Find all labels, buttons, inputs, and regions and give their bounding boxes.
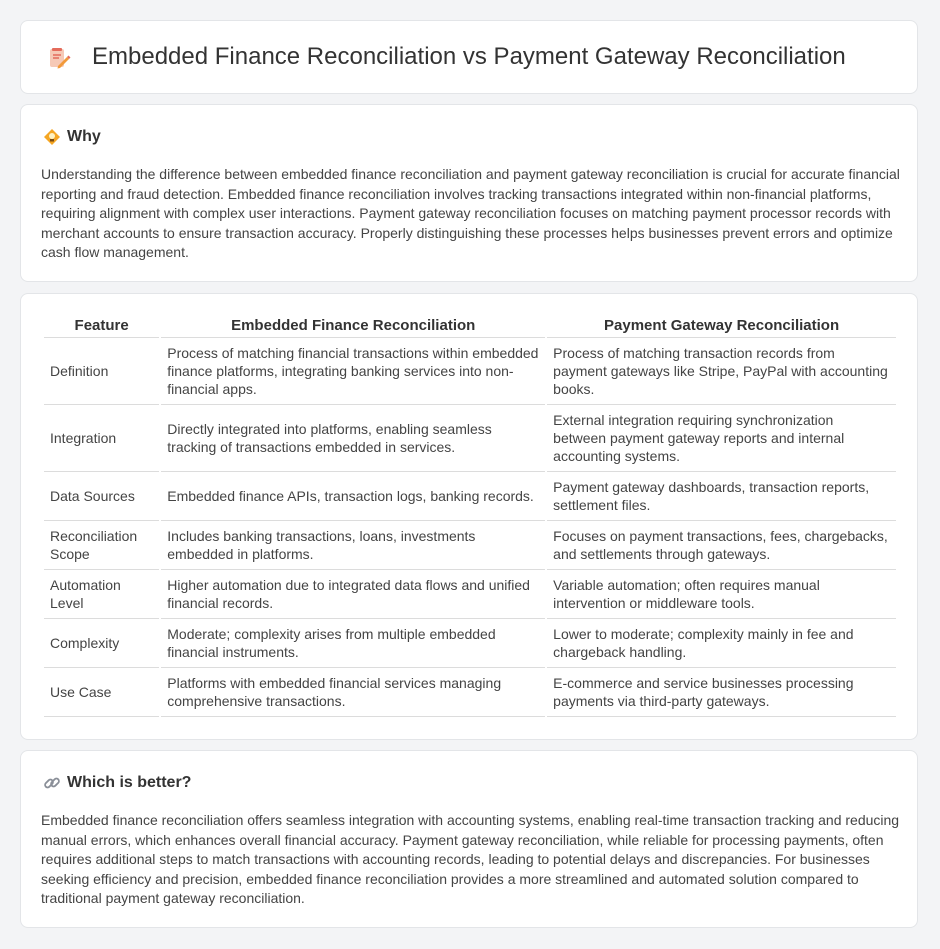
- table-row: [44, 619, 896, 668]
- feature-cell: Definition: [44, 338, 159, 405]
- comparison-table: [42, 315, 898, 717]
- feature-cell: Data Sources: [44, 472, 159, 521]
- header-embedded: Embedded Finance Reconciliation: [161, 315, 545, 338]
- embedded-cell: Moderate; complexity arises from multiple embedded financial instruments.: [161, 619, 545, 668]
- gateway-cell: Lower to moderate; complexity mainly in fee and chargeback handling.: [547, 619, 896, 668]
- embedded-cell: Embedded finance APIs, transaction logs, banking records.: [161, 472, 545, 521]
- gateway-cell: Variable automation; often requires manual intervention or middleware tools.: [547, 570, 896, 619]
- gateway-cell: External integration requiring synchronization between payment gateway reports and internal accounting systems.: [547, 405, 896, 472]
- feature-cell: Integration: [44, 405, 159, 472]
- gateway-cell: Focuses on payment transactions, fees, chargebacks, and settlements through gateways.: [547, 521, 896, 570]
- why-section: [20, 104, 918, 282]
- better-paragraph: Embedded finance reconciliation offers seamless integration with accounting systems, enabling real-time transaction tracking and reducing manual errors, which enhances overall financial accuracy. Payment gateway reconciliation, while reliable for processing payments, often requires additional steps to match transactions with accounting records, leading to potential delays and discrepancies. For businesses seeking efficiency and precision, embedded finance reconciliation provides a more streamlined and automated solution compared to traditional payment gateway reconciliation.: [41, 812, 900, 907]
- document-pencil-icon: [47, 46, 71, 70]
- feature-cell: Complexity: [44, 619, 159, 668]
- table-row: [44, 570, 896, 619]
- page-title: Embedded Finance Reconciliation vs Payment Gateway Reconciliation: [92, 43, 846, 70]
- gateway-cell: Process of matching transaction records from payment gateways like Stripe, PayPal with accounting books.: [547, 338, 896, 405]
- why-heading: Why: [67, 128, 101, 145]
- table-row: [44, 472, 896, 521]
- comparison-section: [20, 293, 918, 740]
- table-row: [44, 668, 896, 717]
- feature-cell: Automation Level: [44, 570, 159, 619]
- header-feature: Feature: [44, 315, 159, 338]
- table-row: [44, 521, 896, 570]
- header-gateway: Payment Gateway Reconciliation: [547, 315, 896, 338]
- embedded-cell: Platforms with embedded financial services managing comprehensive transactions.: [161, 668, 545, 717]
- embedded-cell: Directly integrated into platforms, enabling seamless tracking of transactions embedded in services.: [161, 405, 545, 472]
- better-heading: Which is better?: [67, 774, 192, 791]
- lightbulb-icon: [43, 128, 61, 146]
- table-row: [44, 405, 896, 472]
- embedded-cell: Process of matching financial transactions within embedded finance platforms, integrating banking services into non-financial apps.: [161, 338, 545, 405]
- table-header-row: [44, 315, 896, 338]
- gateway-cell: E-commerce and service businesses processing payments via third-party gateways.: [547, 668, 896, 717]
- gateway-cell: Payment gateway dashboards, transaction reports, settlement files.: [547, 472, 896, 521]
- embedded-cell: Higher automation due to integrated data flows and unified financial records.: [161, 570, 545, 619]
- embedded-cell: Includes banking transactions, loans, investments embedded in platforms.: [161, 521, 545, 570]
- link-icon: [43, 774, 61, 792]
- why-paragraph: Understanding the difference between embedded finance reconciliation and payment gateway reconciliation is crucial for accurate financial reporting and fraud detection. Embedded finance reconciliation involves tracking transactions integrated within non-financial platforms, requiring alignment with complex user interactions. Payment gateway reconciliation focuses on matching payment processor records with merchant accounts to ensure transaction accuracy. Properly distinguishing these processes helps businesses prevent errors and optimize cash flow management.: [41, 166, 900, 261]
- table-row: [44, 338, 896, 405]
- feature-cell: Reconciliation Scope: [44, 521, 159, 570]
- title-card: [20, 20, 918, 94]
- feature-cell: Use Case: [44, 668, 159, 717]
- better-section: [20, 750, 918, 928]
